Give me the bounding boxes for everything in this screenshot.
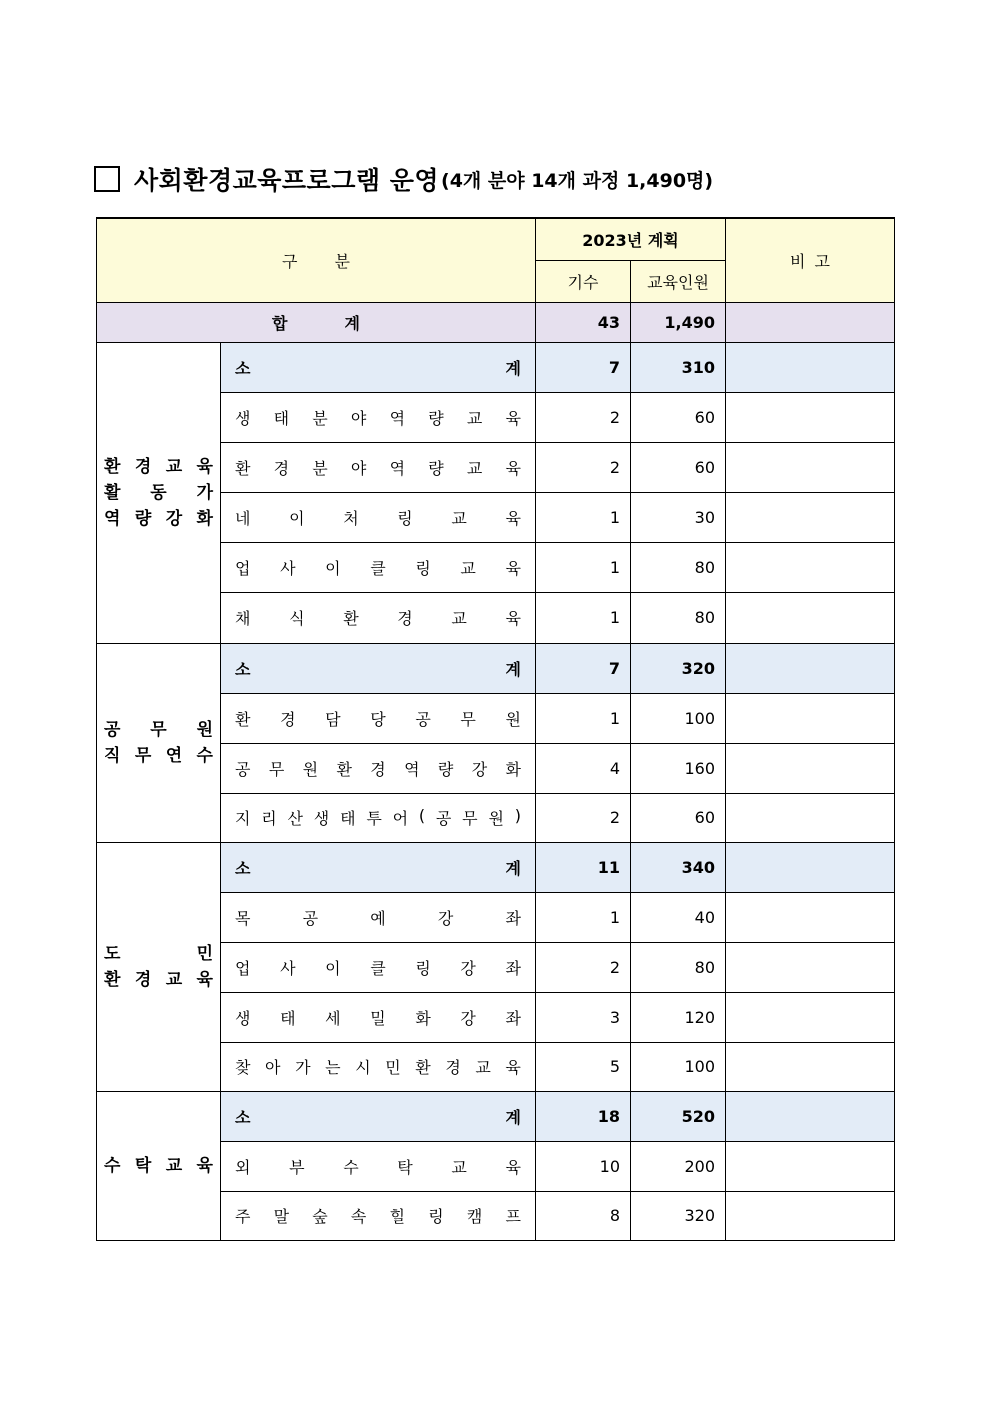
program-count: 2 (536, 942, 631, 992)
program-name-cell (221, 793, 536, 842)
subtotal-label-left: 소 (235, 858, 251, 878)
subtotal-label-cell (221, 842, 536, 892)
program-count: 1 (536, 693, 631, 743)
program-name: 채 식 환 경 교 육 (235, 609, 521, 628)
total-people: 1,490 (631, 302, 726, 342)
program-name: 네 이 처 링 교 육 (235, 508, 521, 528)
subtotal-people: 310 (631, 342, 726, 392)
program-people: 60 (631, 392, 726, 442)
title-sub: (4개 분야 14개 과정 1,490명) (441, 169, 714, 192)
program-remark (726, 992, 895, 1042)
category-cell (97, 1091, 221, 1240)
subtotal-label-left: 소 (235, 358, 251, 378)
category-line: 도 민 (104, 943, 213, 964)
subtotal-label-left: 소 (235, 659, 251, 679)
subtotal-label-right: 계 (505, 659, 521, 679)
total-count: 43 (536, 302, 631, 342)
program-name: 업 사 이 클 링 교 육 (235, 558, 521, 578)
subtotal-label-cell (221, 342, 536, 392)
program-remark (726, 392, 895, 442)
program-name-cell (221, 592, 536, 643)
program-name: 주 말 숲 속 힐 링 캠 프 (235, 1207, 521, 1226)
program-people: 40 (631, 892, 726, 942)
program-name: 생 태 세 밀 화 강 좌 (235, 1008, 521, 1028)
category-label (97, 717, 220, 769)
subtotal-label-right: 계 (505, 1107, 521, 1127)
program-name-cell (221, 892, 536, 942)
program-people: 80 (631, 592, 726, 643)
program-name-cell (221, 1042, 536, 1091)
subtotal-label-left: 소 (235, 1107, 251, 1127)
program-name-cell (221, 693, 536, 743)
program-name: 업 사 이 클 링 강 좌 (235, 958, 521, 978)
total-label-cell (97, 302, 536, 342)
program-people: 160 (631, 743, 726, 793)
subtotal-row (97, 1091, 895, 1141)
program-remark (726, 1042, 895, 1091)
subtotal-label-right: 계 (505, 858, 521, 878)
program-count: 2 (536, 793, 631, 842)
header-category-label: 구 분 (282, 251, 350, 271)
subtotal-count: 18 (536, 1091, 631, 1141)
program-count: 10 (536, 1141, 631, 1191)
header-remark (726, 218, 895, 302)
checkbox-icon (94, 166, 120, 192)
subtotal-count: 7 (536, 643, 631, 693)
program-remark (726, 592, 895, 643)
program-people: 30 (631, 492, 726, 542)
program-name-cell (221, 1191, 536, 1240)
program-remark (726, 492, 895, 542)
subtotal-remark (726, 342, 895, 392)
total-label: 합 계 (272, 313, 360, 333)
category-line: 환 경 교 육 (104, 456, 213, 477)
program-count: 1 (536, 892, 631, 942)
category-line: 수 탁 교 육 (104, 1155, 213, 1176)
page-title (94, 162, 713, 196)
program-people: 100 (631, 1042, 726, 1091)
program-name-cell (221, 442, 536, 492)
subtotal-count: 7 (536, 342, 631, 392)
category-cell (97, 643, 221, 842)
program-people: 80 (631, 542, 726, 592)
subtotal-label-cell (221, 643, 536, 693)
program-people: 60 (631, 442, 726, 492)
program-name: 목 공 예 강 좌 (235, 908, 521, 928)
program-remark (726, 693, 895, 743)
subtotal-label-right: 계 (505, 358, 521, 378)
program-remark (726, 942, 895, 992)
subtotal-label-cell (221, 1091, 536, 1141)
program-name-cell (221, 542, 536, 592)
program-count: 5 (536, 1042, 631, 1091)
subtotal-people: 320 (631, 643, 726, 693)
program-count: 8 (536, 1191, 631, 1240)
program-count: 1 (536, 592, 631, 643)
program-name-cell (221, 492, 536, 542)
program-count: 2 (536, 442, 631, 492)
subtotal-people: 340 (631, 842, 726, 892)
program-name-cell (221, 392, 536, 442)
program-people: 200 (631, 1141, 726, 1191)
program-people: 60 (631, 793, 726, 842)
program-count: 1 (536, 542, 631, 592)
subtotal-remark (726, 643, 895, 693)
program-count: 1 (536, 492, 631, 542)
program-name: 외 부 수 탁 교 육 (235, 1157, 521, 1177)
header-count: 기수 (536, 260, 631, 302)
header-people: 교육인원 (631, 260, 726, 302)
category-line: 직 무 연 수 (104, 745, 213, 766)
program-name-cell (221, 992, 536, 1042)
program-remark (726, 1141, 895, 1191)
program-count: 2 (536, 392, 631, 442)
header-category (97, 218, 536, 302)
program-name-cell (221, 942, 536, 992)
category-label (97, 454, 220, 532)
program-people: 100 (631, 693, 726, 743)
program-name: 생 태 분 야 역 량 교 육 (235, 408, 521, 428)
program-count: 3 (536, 992, 631, 1042)
category-cell (97, 842, 221, 1091)
program-people: 320 (631, 1191, 726, 1240)
subtotal-remark (726, 1091, 895, 1141)
program-table (96, 217, 895, 1241)
subtotal-row (97, 342, 895, 392)
program-remark (726, 743, 895, 793)
program-remark (726, 442, 895, 492)
category-line: 활 동 가 (104, 482, 213, 503)
subtotal-remark (726, 842, 895, 892)
subtotal-count: 11 (536, 842, 631, 892)
subtotal-people: 520 (631, 1091, 726, 1141)
program-name: 지 리 산 생 태 투 어 ( 공 무 원 ) (235, 806, 521, 828)
program-name-cell (221, 743, 536, 793)
program-name: 환 경 담 당 공 무 원 (235, 709, 521, 729)
program-remark (726, 542, 895, 592)
title-main: 사회환경교육프로그램 운영 (134, 166, 440, 195)
program-name-cell (221, 1141, 536, 1191)
subtotal-row (97, 842, 895, 892)
program-name: 환 경 분 야 역 량 교 육 (235, 458, 521, 478)
total-remark (726, 302, 895, 342)
program-remark (726, 793, 895, 842)
program-count: 4 (536, 743, 631, 793)
category-line: 환 경 교 육 (104, 969, 213, 990)
category-cell (97, 342, 221, 643)
header-plan: 2023년 계획 (536, 218, 726, 260)
category-line: 역 량 강 화 (104, 508, 213, 529)
total-row (97, 302, 895, 342)
program-people: 120 (631, 992, 726, 1042)
program-name: 찾 아 가 는 시 민 환 경 교 육 (235, 1058, 521, 1077)
program-remark (726, 1191, 895, 1240)
category-line: 공 무 원 (104, 719, 213, 740)
header-remark-label: 비 고 (790, 251, 831, 271)
category-label (97, 1153, 220, 1179)
category-label (97, 941, 220, 993)
program-remark (726, 892, 895, 942)
subtotal-row (97, 643, 895, 693)
program-people: 80 (631, 942, 726, 992)
program-name: 공 무 원 환 경 역 량 강 화 (235, 759, 521, 779)
